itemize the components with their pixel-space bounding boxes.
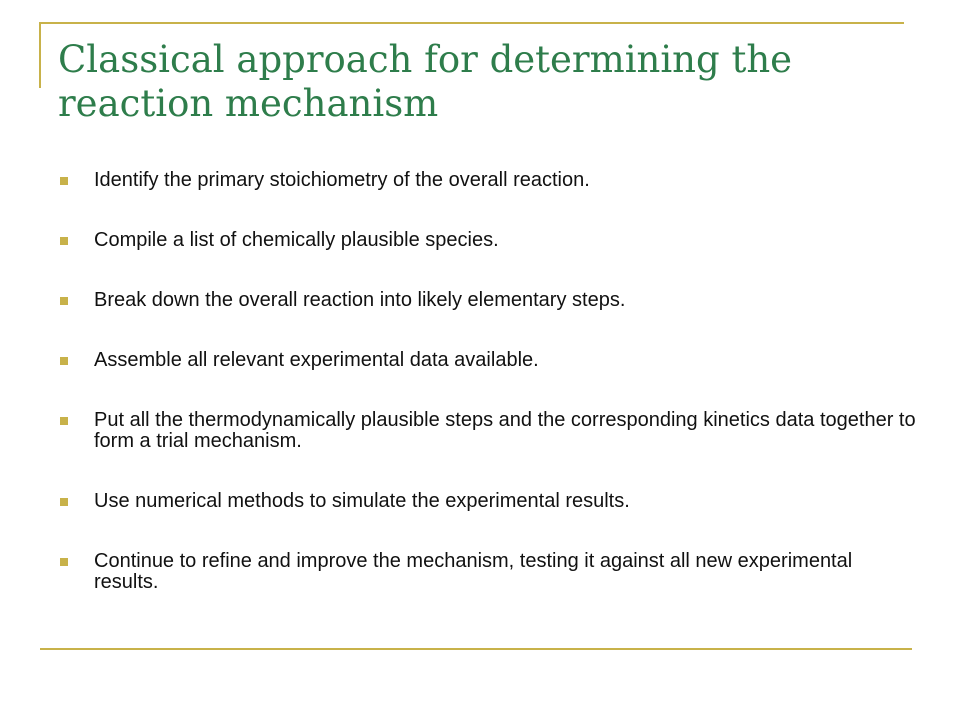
square-bullet-icon xyxy=(60,237,68,245)
bullet-item xyxy=(60,350,920,371)
bullet-item xyxy=(60,491,920,512)
bullet-text: Continue to refine and improve the mechanism, testing it against all new experimental results. xyxy=(94,550,853,593)
square-bullet-icon xyxy=(60,297,68,305)
bullet-text: Assemble all relevant experimental data available. xyxy=(94,349,539,371)
square-bullet-icon xyxy=(60,357,68,365)
square-bullet-icon xyxy=(60,498,68,506)
bullet-item xyxy=(60,290,920,311)
bullet-text: Break down the overall reaction into likely elementary steps. xyxy=(94,289,626,311)
bullet-item xyxy=(60,551,920,593)
bullet-text: Identify the primary stoichiometry of the overall reaction. xyxy=(94,169,590,191)
top-divider-line xyxy=(40,22,904,24)
bullet-text: Use numerical methods to simulate the experimental results. xyxy=(94,490,630,512)
bullet-text: Compile a list of chemically plausible species. xyxy=(94,229,499,251)
slide-title: Classical approach for determining the reaction mechanism xyxy=(58,38,793,126)
square-bullet-icon xyxy=(60,417,68,425)
bottom-divider-line xyxy=(40,648,912,650)
bullet-item xyxy=(60,170,920,191)
bullet-text: Put all the thermodynamically plausible steps and the corresponding kinetics data together to form a trial mechanism. xyxy=(94,409,916,452)
square-bullet-icon xyxy=(60,558,68,566)
left-accent-line xyxy=(39,22,41,88)
bullet-list xyxy=(60,170,920,632)
bullet-item xyxy=(60,230,920,251)
bullet-item xyxy=(60,410,920,452)
square-bullet-icon xyxy=(60,177,68,185)
